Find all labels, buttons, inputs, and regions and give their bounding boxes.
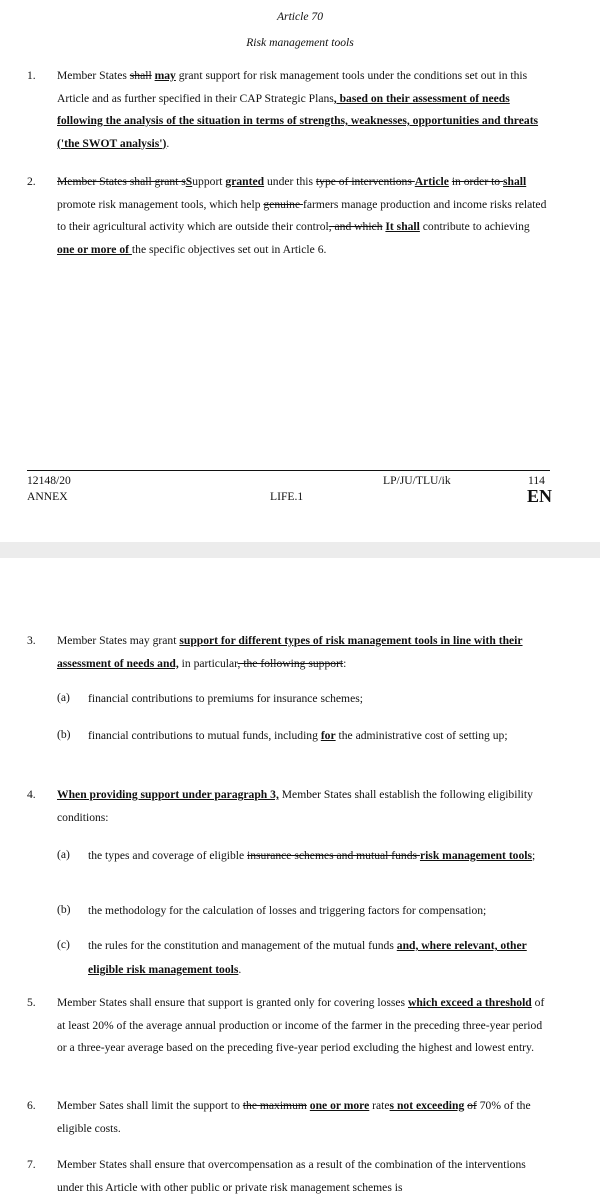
paragraph-4b-label: (b) [57, 903, 71, 916]
paragraph-3b-label: (b) [57, 728, 71, 741]
article-number: Article 70 [276, 10, 324, 23]
paragraph-4b: the methodology for the calculation of losses and triggering factors for compensation; [88, 904, 487, 917]
paragraph-7: Member States shall ensure that overcompensation as a result of the combination of the interventions under this Article with other public or private risk management schemes is [57, 1158, 526, 1194]
footer-reference: LP/JU/TLU/ik [383, 474, 451, 487]
paragraph-3a: financial contributions to premiums for insurance schemes; [88, 692, 363, 705]
footer-rule [27, 470, 550, 471]
footer-language: EN [527, 486, 553, 506]
paragraph-3a-label: (a) [57, 691, 70, 704]
paragraph-1-number: 1. [27, 69, 36, 82]
paragraph-5: Member States shall ensure that support is granted only for covering losses which exceed a threshold of at least 20% of the average annual production or income of the farmer in the preceding three-year period or a three-year average based on the preceding five-year period excluding the highest and lowest entry. [57, 996, 545, 1054]
document-page-2 [0, 558, 600, 1200]
paragraph-4c-label: (c) [57, 938, 70, 951]
paragraph-6-number: 6. [27, 1099, 36, 1112]
paragraph-3: Member States may grant support for different types of risk management tools in line with their assessment of needs and, in particular, the following support: [57, 634, 523, 670]
paragraph-4a: the types and coverage of eligible insurance schemes and mutual funds risk management tools; [88, 849, 536, 862]
footer-annex: ANNEX [27, 490, 68, 503]
footer-department: LIFE.1 [270, 490, 304, 503]
paragraph-4-number: 4. [27, 788, 36, 801]
document-page-1 [0, 0, 600, 542]
footer-page-number: 114 [528, 474, 545, 487]
paragraph-2: Member States shall grant sSupport granted under this type of interventions Article in order to shall promote risk management tools, which help genuine farmers manage production and income risks related to their agricultural activity which are outside their control, and which It shall contribute to achieving one or more of the specific objectives set out in Article 6. [57, 175, 547, 256]
paragraph-2-number: 2. [27, 175, 36, 188]
paragraph-3b: financial contributions to mutual funds, including for the administrative cost of setting up; [88, 729, 508, 742]
paragraph-6: Member Sates shall limit the support to the maximum one or more rates not exceeding of 70% of the eligible costs. [57, 1099, 531, 1135]
paragraph-3-number: 3. [27, 634, 36, 647]
paragraph-4c: the rules for the constitution and management of the mutual funds and, where relevant, other eligible risk management tools. [88, 939, 527, 976]
paragraph-4: When providing support under paragraph 3, Member States shall establish the following eligibility conditions: [57, 788, 533, 824]
paragraph-5-number: 5. [27, 996, 36, 1009]
article-title: Risk management tools [246, 36, 354, 49]
paragraph-1: Member States shall may grant support for risk management tools under the conditions set out in this Article and as further specified in their CAP Strategic Plans, based on their assessment of needs following the analysis of the situation in terms of strengths, weaknesses, opportunities and threats ('the SWOT analysis'). [57, 69, 539, 150]
paragraph-4a-label: (a) [57, 848, 70, 861]
page-separator [0, 542, 600, 558]
footer-document-number: 12148/20 [27, 474, 71, 487]
paragraph-7-number: 7. [27, 1158, 36, 1171]
